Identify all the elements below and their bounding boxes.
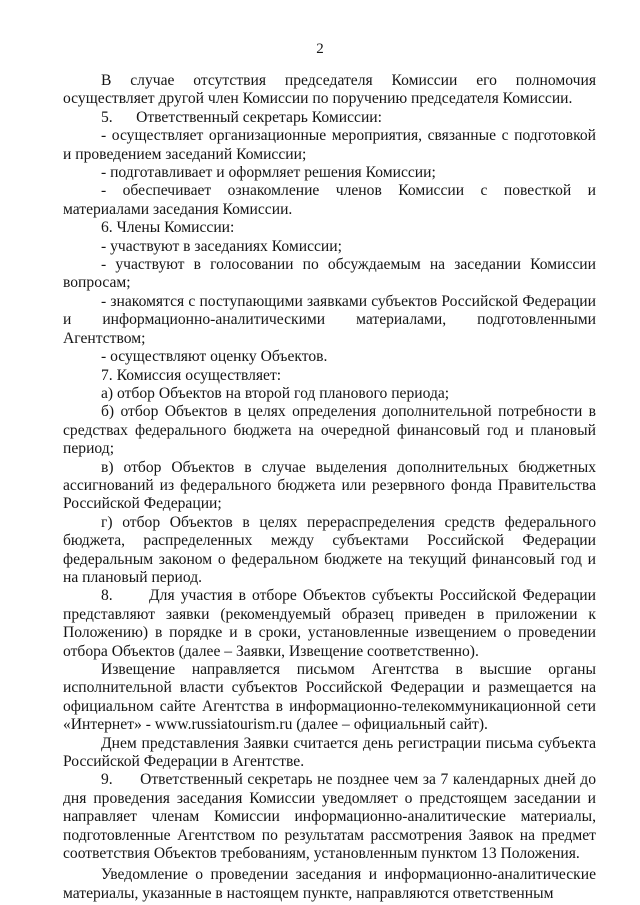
paragraph-secretary-duty-3: - обеспечивает ознакомление членов Комиссии с повесткой и материалами заседания Комиссии. [63,182,596,218]
paragraph-notification-materials: Уведомление о проведении заседания и информационно-аналитические материалы, указанные в настоящем пункте, направляются ответственным [63,866,596,902]
paragraph-member-duty-1: - участвуют в заседаниях Комиссии; [101,237,342,255]
paragraph-chairman-substitute: В случае отсутствия председателя Комиссии его полномочия осуществляет другой член Комиссии по поручению председателя Комиссии. [63,72,596,108]
paragraph-item-7a: а) отбор Объектов на второй год планового периода; [101,384,450,402]
paragraph-item-7b: б) отбор Объектов в целях определения дополнительной потребности в средствах федерального бюджета на очередной финансовый год и плановый период; [63,403,596,458]
paragraph-item-5-heading: 5. Ответственный секретарь Комиссии: [101,108,382,126]
paragraph-item-7c: в) отбор Объектов в случае выделения дополнительных бюджетных ассигнований из федерального бюджета или резервного фонда Правительства Российской Федерации; [63,458,596,513]
document-body [63,72,596,903]
paragraph-secretary-duty-1: - осуществляет организационные мероприятия, связанные с подготовкой и проведением заседаний Комиссии; [63,127,596,163]
paragraph-notice-publication: Извещение направляется письмом Агентства в высшие органы исполнительной власти субъектов Российской Федерации и размещается на официальном сайте Агентства в информационно-телекоммуникационной сети «Интернет» - www.russiatourism.ru (далее – официальный сайт). [63,661,596,734]
page-number: 2 [316,41,324,57]
paragraph-item-7d: г) отбор Объектов в целях перераспределения средств федерального бюджета, распределенных между субъектами Российской Федерации федеральным законом о федеральном бюджете на текущий финансовый год и на плановый период. [63,513,596,586]
paragraph-item-9: 9. Ответственный секретарь не позднее чем за 7 календарных дней до дня проведения заседания Комиссии уведомляет о предстоящем заседании и направляет членам Комиссии информационно-аналитические материалы, подготовленные Агентством по результатам рассмотрения Заявок на предмет соответствия Объектов требованиям, установленным пунктом 13 Положения. [63,771,596,863]
paragraph-item-8: 8. Для участия в отборе Объектов субъекты Российской Федерации представляют заявки (рекомендуемый образец приведен в приложении к Положению) в порядке и в сроки, установленные извещением о проведении отбора Объектов (далее – Заявки, Извещение соответственно). [63,587,596,660]
paragraph-member-duty-3: - знакомятся с поступающими заявками субъектов Российской Федерации и информационно-аналитическими материалами, подготовленными Агентством; [63,292,596,347]
paragraph-submission-date: Днем представления Заявки считается день регистрации письма субъекта Российской Федерации в Агентстве. [63,734,596,771]
paragraph-member-duty-2: - участвуют в голосовании по обсуждаемым на заседании Комиссии вопросам; [63,256,596,292]
paragraph-item-7-heading: 7. Комиссия осуществляет: [101,366,282,384]
paragraph-secretary-duty-2: - подготавливает и оформляет решения Комиссии; [101,164,436,182]
paragraph-item-6-heading: 6. Члены Комиссии: [101,219,235,237]
paragraph-member-duty-4: - осуществляют оценку Объектов. [101,348,328,366]
